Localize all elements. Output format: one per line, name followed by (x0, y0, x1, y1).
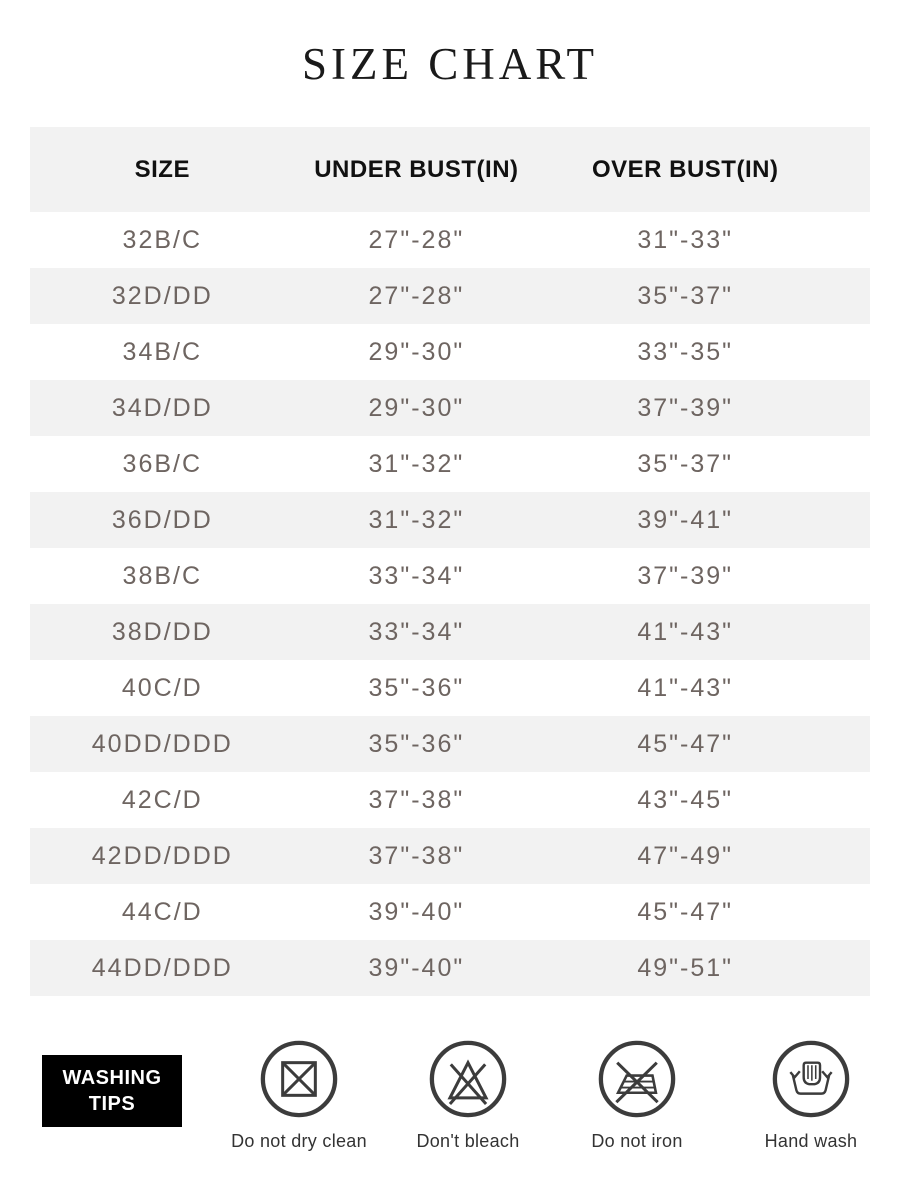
do-not-dry-clean-icon (214, 1036, 384, 1122)
washing-tips-section (0, 1030, 900, 1200)
do-not-bleach-icon (383, 1036, 553, 1122)
over-bust-cell: 41"-43" (637, 673, 734, 702)
table-row (30, 716, 870, 772)
over-bust-cell: 47"-49" (637, 841, 734, 870)
care-label: Hand wash (764, 1131, 858, 1151)
table-row (30, 268, 870, 324)
table-row (30, 380, 870, 436)
size-cell: 44DD/DDD (91, 953, 233, 982)
under-bust-cell: 33"-34" (368, 617, 465, 646)
size-cell: 40DD/DDD (91, 729, 233, 758)
over-bust-cell: 31"-33" (637, 225, 734, 254)
under-bust-cell: 37"-38" (368, 785, 465, 814)
table-row (30, 492, 870, 548)
table-row (30, 324, 870, 380)
under-bust-cell: 27"-28" (368, 225, 465, 254)
page-title: SIZE CHART (301, 39, 599, 89)
column-header-over-bust: OVER BUST(IN) (591, 155, 779, 183)
size-cell: 42C/D (121, 785, 203, 814)
under-bust-cell: 29"-30" (368, 393, 465, 422)
size-cell: 38D/DD (111, 617, 213, 646)
under-bust-cell: 29"-30" (368, 337, 465, 366)
table-row (30, 940, 870, 996)
table-row (30, 212, 870, 268)
size-cell: 36B/C (122, 449, 203, 478)
column-header-size: SIZE (134, 155, 190, 183)
under-bust-cell: 31"-32" (368, 449, 465, 478)
size-cell: 32D/DD (111, 281, 213, 310)
care-item-hand-wash (726, 1036, 896, 1152)
care-label: Do not dry clean (231, 1131, 367, 1151)
under-bust-cell: 27"-28" (368, 281, 465, 310)
over-bust-cell: 43"-45" (637, 785, 734, 814)
under-bust-cell: 33"-34" (368, 561, 465, 590)
size-cell: 34D/DD (111, 393, 213, 422)
washing-tips-badge (42, 1055, 182, 1127)
table-row (30, 828, 870, 884)
over-bust-cell: 33"-35" (637, 337, 734, 366)
table-row (30, 884, 870, 940)
size-cell: 42DD/DDD (91, 841, 233, 870)
table-row (30, 548, 870, 604)
size-chart-table (30, 127, 870, 996)
care-label: Don't bleach (416, 1131, 520, 1151)
over-bust-cell: 35"-37" (637, 449, 734, 478)
under-bust-cell: 35"-36" (368, 729, 465, 758)
do-not-iron-icon (552, 1036, 722, 1122)
size-cell: 36D/DD (111, 505, 213, 534)
over-bust-cell: 39"-41" (637, 505, 734, 534)
table-header-row (30, 127, 870, 212)
hand-wash-icon (726, 1036, 896, 1122)
table-row (30, 772, 870, 828)
over-bust-cell: 37"-39" (637, 561, 734, 590)
table-row (30, 604, 870, 660)
table-row (30, 436, 870, 492)
size-cell: 44C/D (121, 897, 203, 926)
size-cell: 38B/C (122, 561, 203, 590)
under-bust-cell: 39"-40" (368, 897, 465, 926)
over-bust-cell: 37"-39" (637, 393, 734, 422)
care-item-do-not-iron (552, 1036, 722, 1152)
over-bust-cell: 45"-47" (637, 897, 734, 926)
over-bust-cell: 41"-43" (637, 617, 734, 646)
under-bust-cell: 37"-38" (368, 841, 465, 870)
over-bust-cell: 45"-47" (637, 729, 734, 758)
over-bust-cell: 35"-37" (637, 281, 734, 310)
table-row (30, 660, 870, 716)
column-header-under-bust: UNDER BUST(IN) (314, 155, 519, 183)
over-bust-cell: 49"-51" (637, 953, 734, 982)
size-cell: 34B/C (122, 337, 203, 366)
size-cell: 32B/C (122, 225, 203, 254)
under-bust-cell: 31"-32" (368, 505, 465, 534)
care-item-do-not-dry-clean (214, 1036, 384, 1152)
size-cell: 40C/D (121, 673, 203, 702)
care-item-do-not-bleach (383, 1036, 553, 1152)
washing-tips-badge-line1: WASHING (62, 1067, 162, 1089)
care-label: Do not iron (591, 1131, 683, 1151)
under-bust-cell: 35"-36" (368, 673, 465, 702)
under-bust-cell: 39"-40" (368, 953, 465, 982)
table-body (30, 212, 870, 996)
washing-tips-badge-line2: TIPS (88, 1093, 136, 1115)
